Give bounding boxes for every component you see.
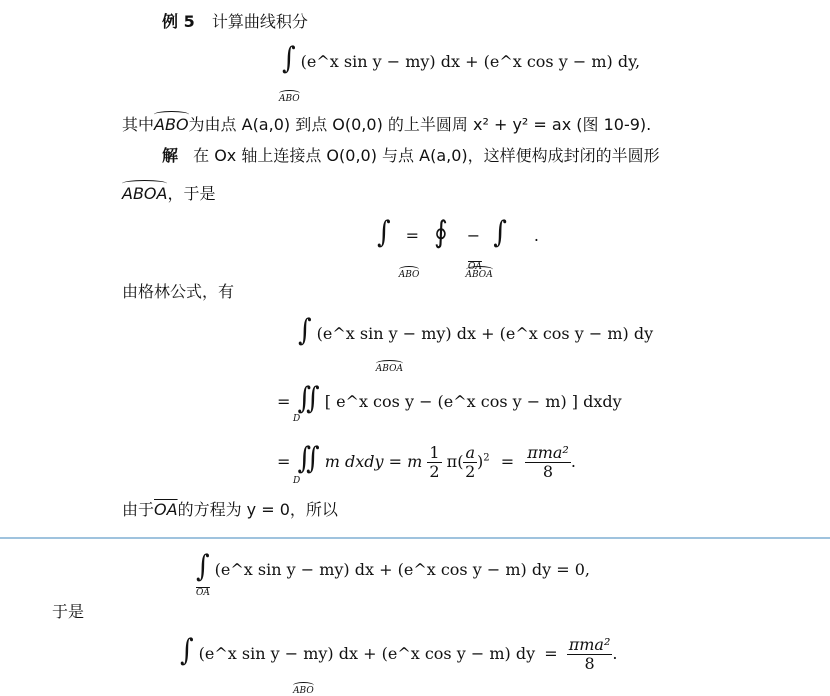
therefore-line: 于是 (52, 602, 85, 621)
solution-line (162, 146, 660, 165)
p-term: (e^x sin y − my) dx (300, 52, 461, 71)
arc-aboa: ABOA (122, 184, 168, 203)
final-result: ∫ (e^x sin y − my) dx + (e^x cos y − m) dy = $\frac{\text{πma²}}{8}$ . (180, 633, 618, 673)
solution-body: 在 Ox 轴上连接点 O(0,0) 与点 A(a,0)，这样便构成封闭的半圆形 (193, 146, 660, 165)
contour-integral-sign: ∮ (434, 215, 448, 251)
integral-sign: ∫ (493, 215, 507, 251)
q-term: (e^x cos y − m) dy (483, 52, 635, 71)
green-integral: ∫ (e^x sin y − my) dx + (e^x cos y − m) dy (298, 313, 654, 349)
example-heading (162, 12, 308, 31)
where-body: 为由点 A(a,0) 到点 O(0,0) 的上半圆周 x² + y² = ax (图 10-9). (188, 115, 652, 134)
double-integral-2: = ∬ m dxdy = m $\frac{1}{2}$ π( $\frac{a}{2}$ )$^2$ = $\frac{\text{πma²}}{8}$ . (277, 441, 576, 481)
because-line: 由于$\overline{OA}$的方程为 y = 0，所以 (122, 500, 338, 519)
integral-sign: ∫ (377, 215, 391, 251)
page-divider (0, 537, 830, 539)
double-integral-1: = ∬ [ e^x cos y − (e^x cos y − m) ] dxdy (277, 381, 622, 417)
segment-oa: $\overline{OA}$ (154, 500, 178, 519)
closed-line: ABOA，于是 (122, 184, 216, 203)
integral-subscript-abo: ABO (279, 94, 300, 104)
integral-sign: ∫ (282, 41, 296, 77)
green-line: 由格林公式，有 (122, 282, 235, 301)
oa-integral: ∫ (e^x sin y − my) dx + (e^x cos y − m) dy = 0, (196, 549, 590, 585)
solution-label: 解 (162, 146, 179, 165)
arc-abo: ABO (154, 115, 189, 134)
main-integral: ∫ (e^x sin y − my) dx + (e^x cos y − m) dy, (282, 41, 641, 77)
where-line: 其中ABO为由点 A(a,0) 到点 O(0,0) 的上半圆周 x² + y² = ax (图 10-9). (122, 115, 652, 134)
example-label: 例 5 (162, 12, 195, 31)
example-title: 计算曲线积分 (211, 12, 308, 31)
decomposition: ∫ = ∮ − ∫ . (377, 215, 540, 251)
